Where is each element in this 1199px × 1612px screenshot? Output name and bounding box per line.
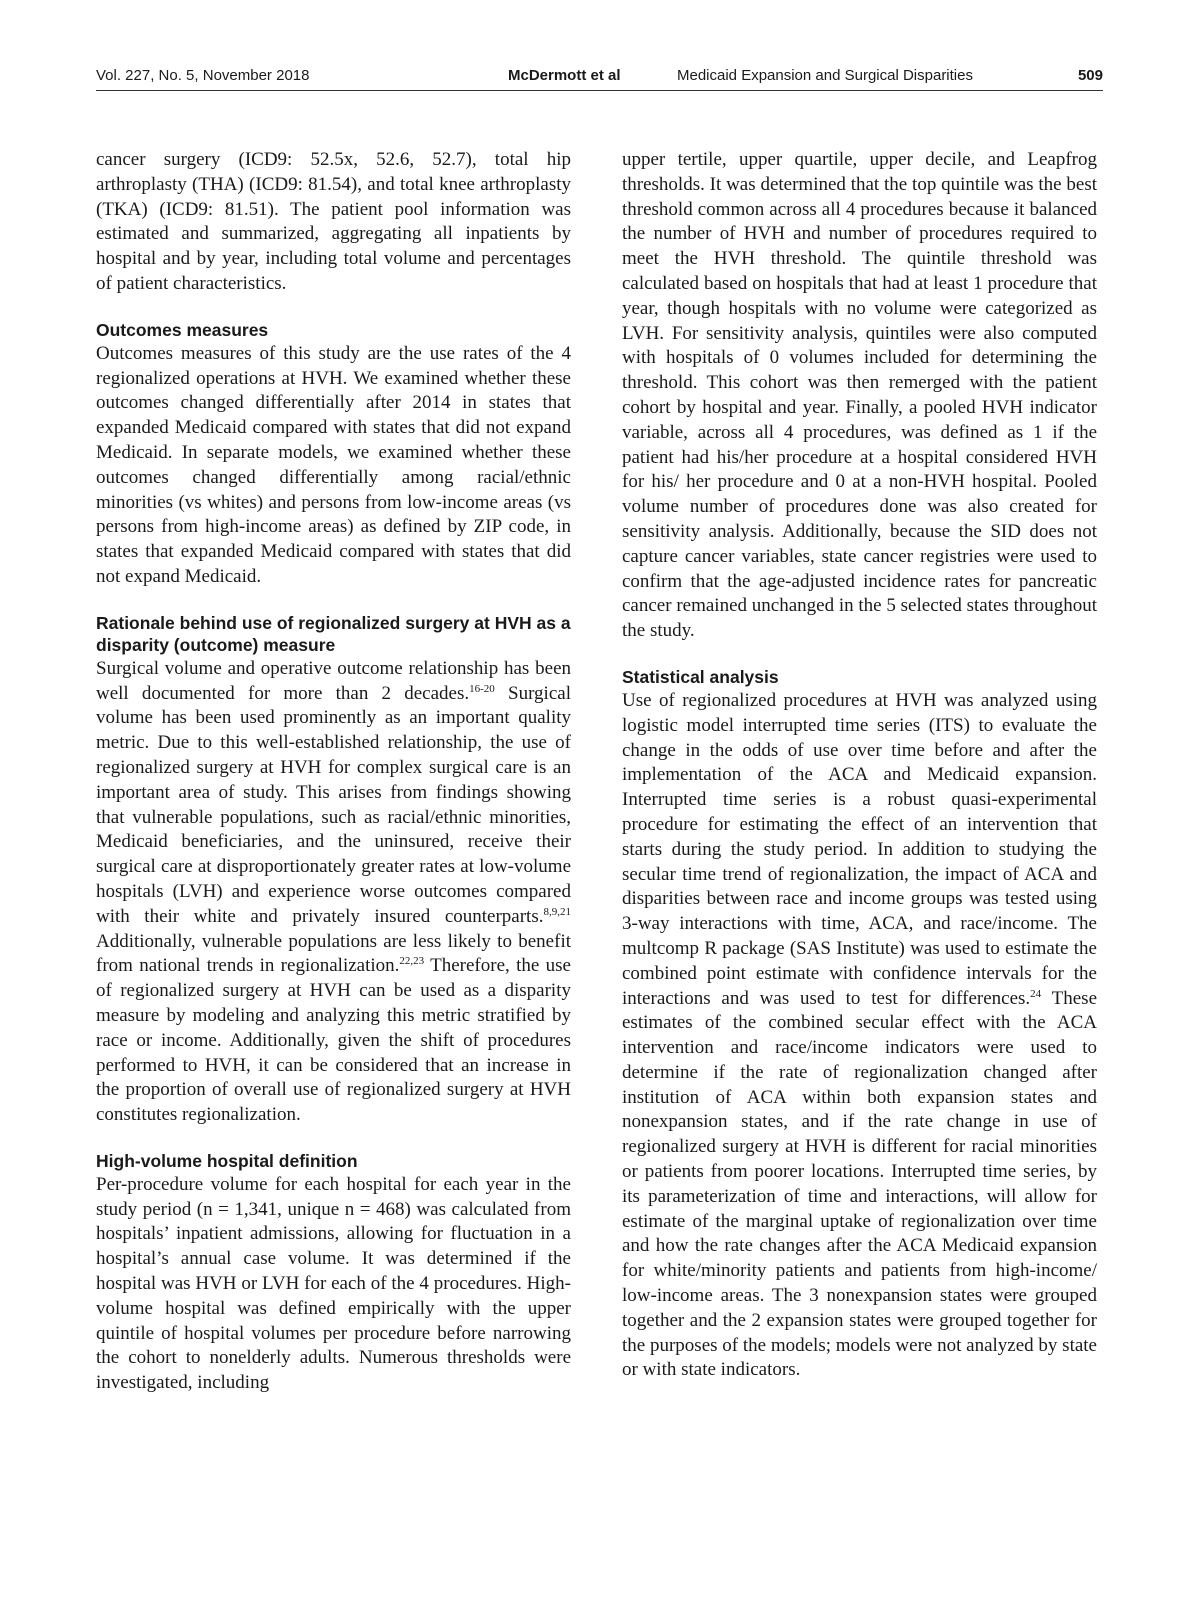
citation-ref[interactable]: 16-20 — [469, 682, 495, 695]
paragraph-outcomes-measures: Outcomes measures of this study are the use rates of the 4 regionalized operations at HVH. We examined whether these outcomes changed differentially after 2014 in states that expanded Medicaid compared with states that did not expand Medicaid. In separate models, we examined whether these outcomes changed differentially among racial/ethnic minorities (vs whites) and persons from low-income areas (vs persons from high-income areas) as defined by ZIP code, in states that expanded Medicaid compared with states that did not expand Medicaid. — [96, 342, 571, 587]
citation-ref[interactable]: 8,9,21 — [543, 905, 571, 918]
paragraph-hvh-definition: Per-procedure volume for each hospital for each year in the study period (n = 1,341, unique n = 468) was calculated from hospitals’ inpatient admissions, allowing for fluctuation in a hospital’s annual case volume. It was determined if the hospital was HVH or LVH for each of the 4 procedures. High-volume hospital was defined empirically with the upper quintile of hospital volumes per procedure before narrowing the cohort to nonelderly adults. Numerous thresholds were investigated, including — [96, 1173, 571, 1394]
left-column — [96, 148, 571, 1396]
paragraph-procedures: cancer surgery (ICD9: 52.5x, 52.6, 52.7), total hip arthroplasty (THA) (ICD9: 81.54), and total knee arthroplasty (TKA) (ICD9: 81.51). The patient pool information was estimated and summarized, aggregating all inpatients by hospital and by year, including total volume and percentages of patient characteristics. — [96, 149, 571, 294]
running-authors: McDermott et al — [508, 67, 621, 84]
heading-statistical-analysis: Statistical analysis — [622, 666, 779, 687]
citation-ref[interactable]: 24 — [1030, 987, 1042, 1000]
paragraph-statistical-analysis: Use of regionalized procedures at HVH was analyzed using logistic model interrupted time series (ITS) to evaluate the change in the odds of use over time before and after the implementation of the ACA and Medicaid expansion. Interrupted time series is a robust quasi-experimental procedure for estimating the effect of an intervention that starts during the study period. In addition to studying the secular time trend of regionalization, the impact of ACA and disparities between race and income groups was tested using 3-way interactions with time, ACA, and race/income. The multcomp R package (SAS Institute) was used to estimate the combined point estimate with confidence intervals for the interactions and was used to test for differences.$^{24}$ These estimates of the combined secular effect with the ACA intervention and race/income indicators were used to determine if the rate of regionalization changed after institution of ACA within both expansion states and nonexpansion states, and if the rate change in use of regionalized surgery at HVH is different for racial minorities or patients from poorer locations. Interrupted time series, by its parameterization of time and interactions, will allow for estimate of the marginal uptake of regionalization over time and how the rate changes after the ACA Medicaid expansion for white/minority patients and patients from high-income/ low-income areas. The 3 nonexpansion states were grouped together and the 2 expansion states were grouped together for the purposes of the models; models were not analyzed by state or with state indicators. — [622, 689, 1097, 1381]
right-column — [622, 148, 1097, 1383]
running-header — [96, 62, 1103, 91]
heading-outcomes-measures: Outcomes measures — [96, 319, 269, 340]
citation-ref[interactable]: 22,23 — [399, 955, 425, 968]
running-title: Medicaid Expansion and Surgical Disparities — [677, 67, 973, 84]
paragraph-thresholds: upper tertile, upper quartile, upper decile, and Leapfrog thresholds. It was determined that the top quintile was the best threshold common across all 4 procedures because it balanced the number of HVH and number of procedures required to meet the HVH threshold. The quintile threshold was calculated based on hospitals that had at least 1 procedure that year, though hospitals with no volume were categorized as LVH. For sensitivity analysis, quintiles were also computed with hospitals of 0 volumes included for determining the threshold. This cohort was then remerged with the patient cohort by hospital and year. Finally, a pooled HVH indicator variable, across all 4 procedures, was defined as 1 if the patient had his/her procedure at a hospital considered HVH for his/ her procedure and 0 at a non-HVH hospital. Pooled volume number of procedures done was also created for sensitivity analysis. Additionally, because the SID does not capture cancer variables, state cancer registries were used to confirm that the age-adjusted incidence rates for pancreatic cancer remained unchanged in the 5 selected states throughout the study. — [622, 149, 1097, 642]
page-number: 509 — [1077, 67, 1103, 84]
journal-citation: Vol. 227, No. 5, November 2018 — [96, 67, 310, 84]
paragraph-rationale: Surgical volume and operative outcome relationship has been well documented for more than 2 decades.$^{16-20}$ Surgical volume has been used prominently as an important quality metric. Due to this well-established relationship, the use of regionalized surgery at HVH for complex surgical care is an important area of study. This arises from findings showing that vulnerable populations, such as racial/ethnic minorities, Medicaid beneficiaries, and the uninsured, receive their surgical care at disproportionately greater rates at low-volume hospitals (LVH) and experience worse outcomes compared with their white and privately insured counterparts.$^{8,9,21}$ Additionally, vulnerable populations are less likely to benefit from national trends in regionalization.$^{22,23}$ Therefore, the use of regionalized surgery at HVH can be used as a disparity measure by modeling and analyzing this metric stratified by race or income. Additionally, given the shift of procedures performed to HVH, it can be considered that an increase in the proportion of overall use of regionalized surgery at HVH constitutes regionalization. — [96, 657, 571, 1126]
heading-hvh-definition: High-volume hospital definition — [96, 1150, 358, 1171]
heading-rationale: Rationale behind use of regionalized surgery at HVH as a disparity (outcome) measure — [96, 612, 571, 655]
